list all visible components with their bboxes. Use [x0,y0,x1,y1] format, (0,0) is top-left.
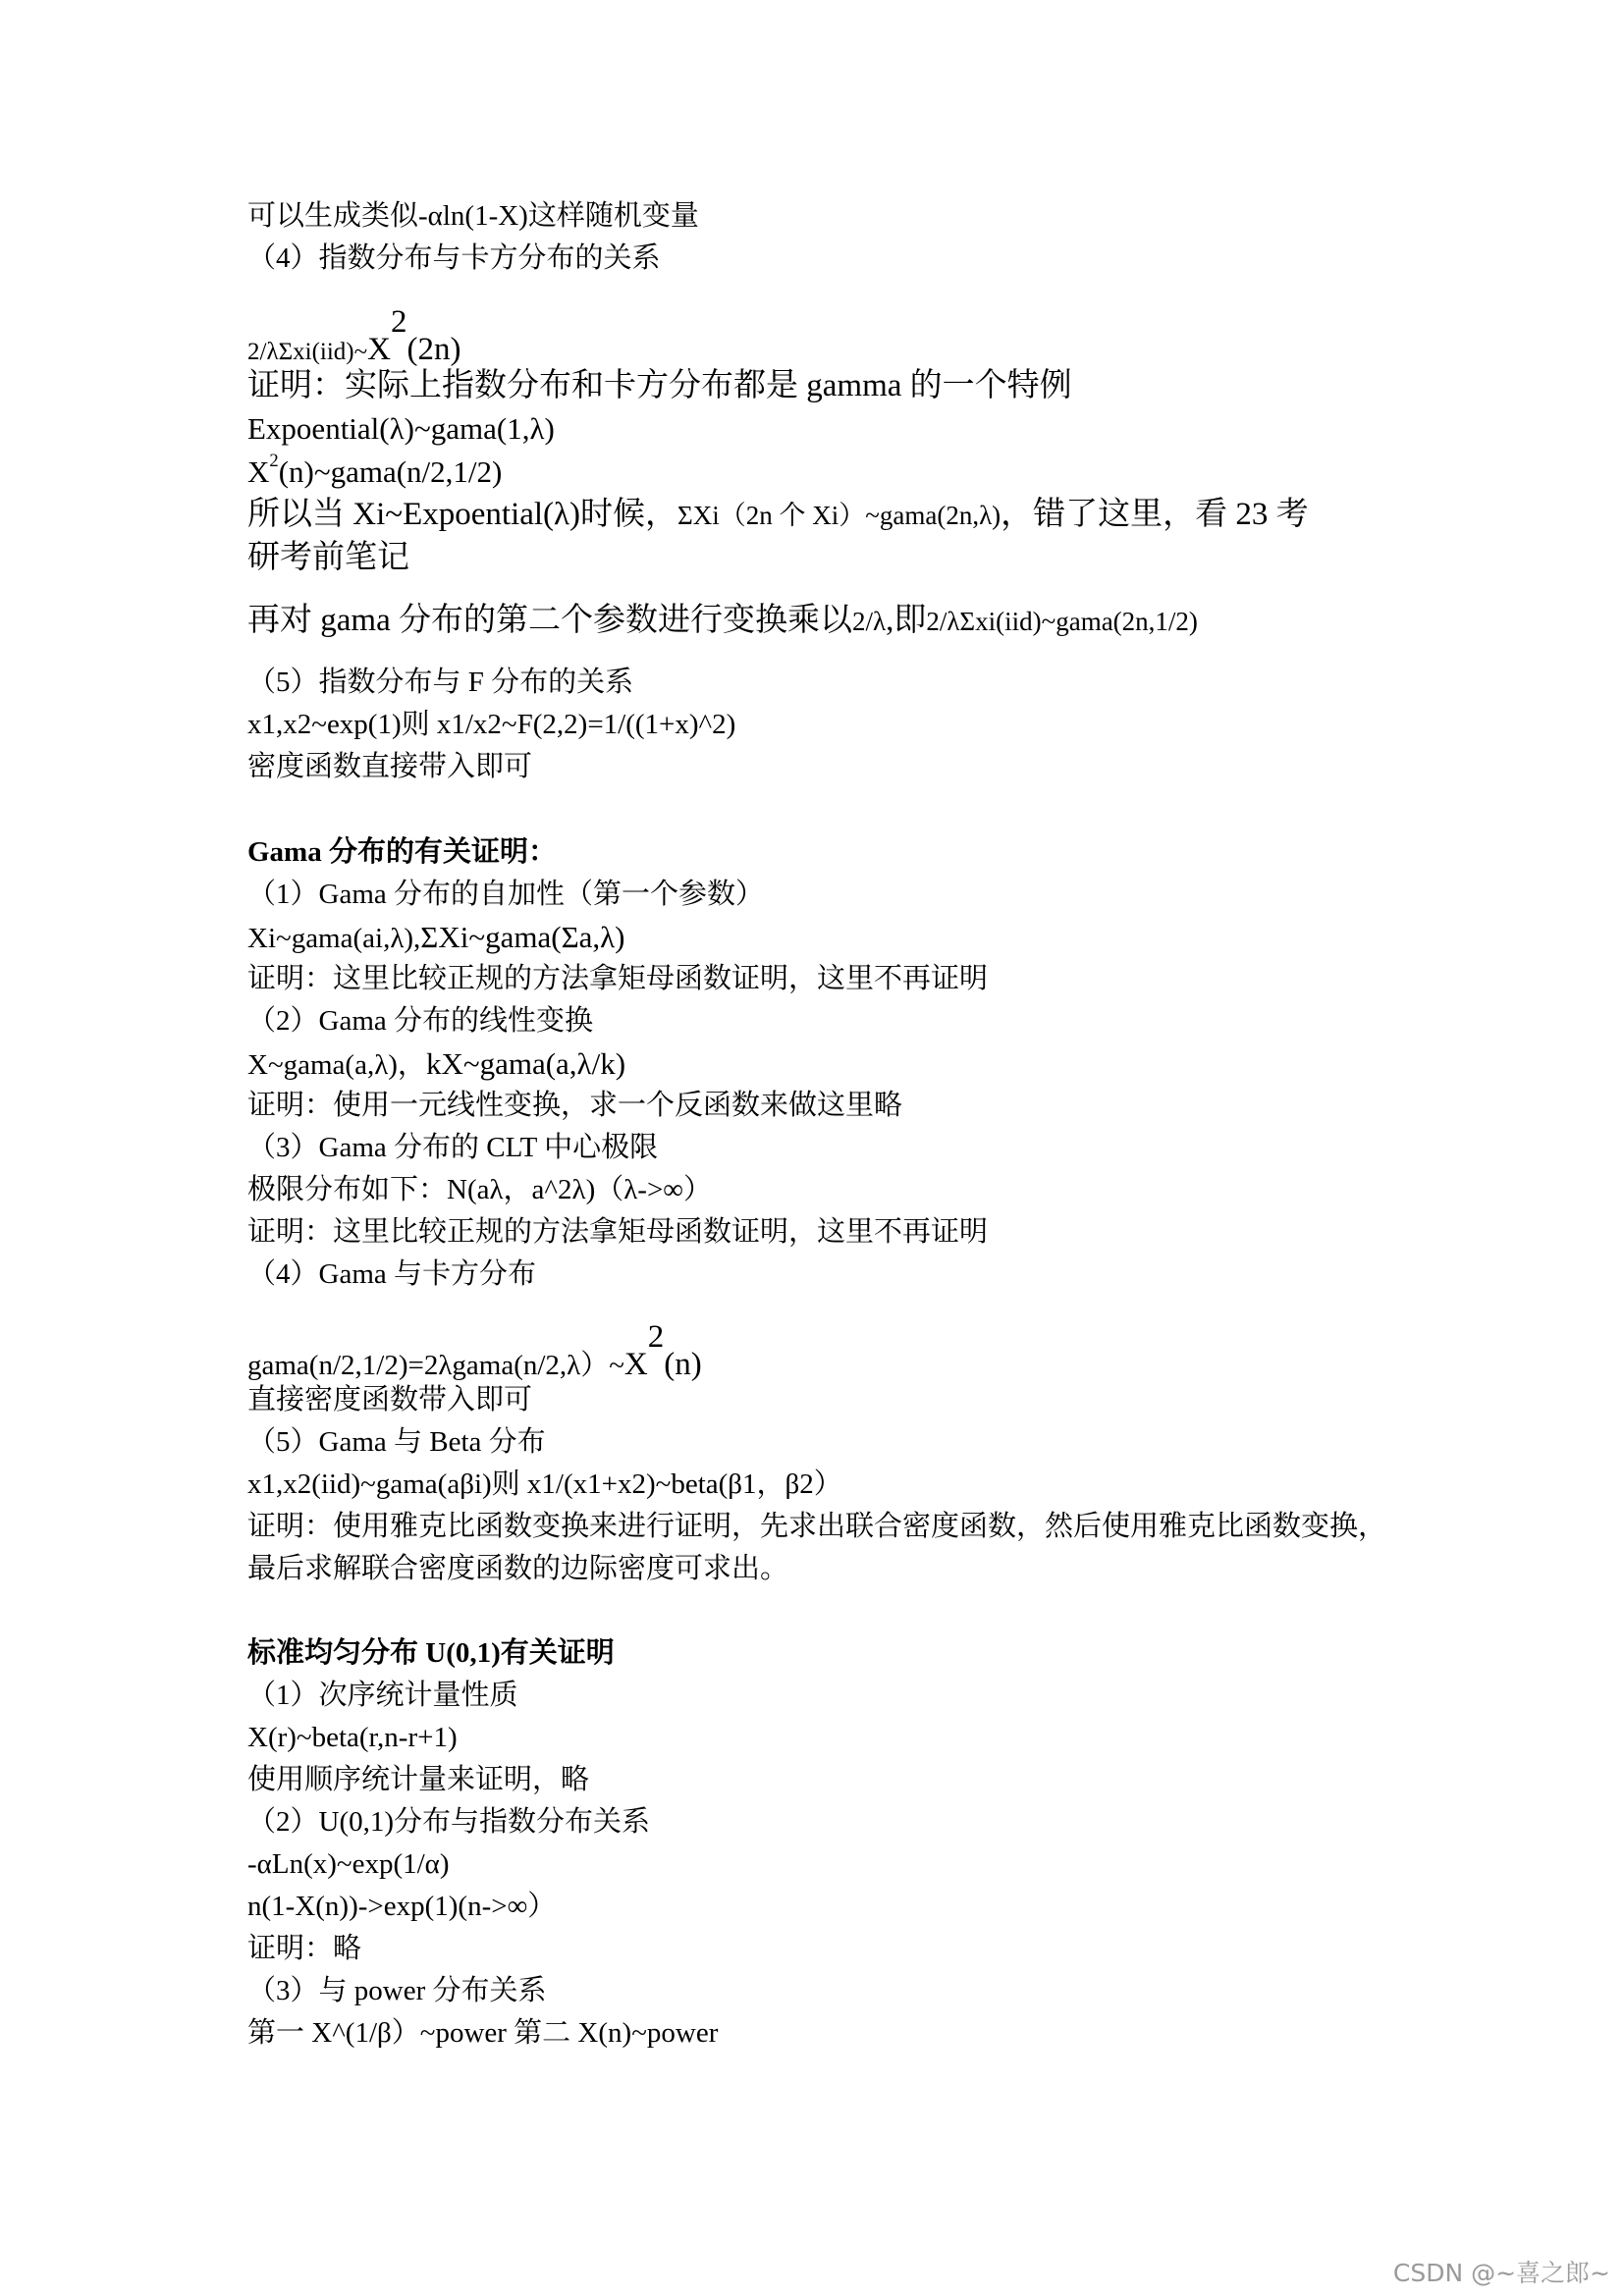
text-line: 所以当 Xi~Expoential(λ)时候，ΣXi（2n 个 Xi）~gama(2n,λ)，错了这里，看 23 考 [247,497,1309,532]
section-title-uniform: 标准均匀分布 U(0,1)有关证明 [247,1637,615,1669]
text-line: 再对 gama 分布的第二个参数进行变换乘以2/λ,即2/λΣxi(iid)~gama(2n,1/2) [247,603,1198,638]
text-line: 证明：使用雅克比函数变换来进行证明，先求出联合密度函数，然后使用雅克比函数变换， [247,1511,1387,1542]
subsection-heading: （4）Gama 与卡方分布 [247,1258,536,1290]
subsection-heading: （3）与 power 分布关系 [247,1975,547,2006]
formula-line: -αLn(x)~exp(1/α) [247,1848,450,1880]
text-line: 证明：略 [247,1933,362,1964]
subsection-heading: （2）U(0,1)分布与指数分布关系 [247,1806,651,1838]
formula-exp-chi2: $2/\lambda\Sigma xi(iid)\sim X^2(2n)$ [247,304,461,368]
section-heading-exp-f: （5）指数分布与 F 分布的关系 [247,667,634,698]
text-line: 直接密度函数带入即可 [247,1384,533,1415]
section-heading-exp-chi2: （4）指数分布与卡方分布的关系 [247,242,661,274]
text-line: 证明：实际上指数分布和卡方分布都是 gamma 的一个特例 [247,368,1072,403]
formula-line: x1,x2(iid)~gama(aβi)则 x1/(x1+x2)~beta(β1，β2） [247,1468,842,1500]
subsection-heading: （2）Gama 分布的线性变换 [247,1005,593,1037]
formula-line: n(1-X(n))->exp(1)(n->∞） [247,1891,557,1922]
text-line: 第一 X^(1/β）~power 第二 X(n)~power [247,2017,719,2049]
formula-gama-chi2: $gama(n/2,1/2)=2\lambda gama(n/2,\lambda)\sim X^2(n)$ [247,1319,702,1383]
formula-line: X(r)~beta(r,n-r+1) [247,1722,458,1753]
section-title-gama: Gama 分布的有关证明： [247,836,557,868]
subsection-heading: （5）Gama 与 Beta 分布 [247,1426,546,1458]
subsection-heading: （1）次序统计量性质 [247,1680,518,1711]
text-line: 研考前笔记 [247,540,409,575]
subsection-heading: （3）Gama 分布的 CLT 中心极限 [247,1132,659,1163]
text-line: 证明：这里比较正规的方法拿矩母函数证明，这里不再证明 [247,963,989,994]
text-line: 密度函数直接带入即可 [247,751,533,782]
formula-line: Expoential(λ)~gama(1,λ) [247,411,555,446]
formula-line: 极限分布如下：N(aλ，a^2λ)（λ->∞） [247,1174,712,1205]
csdn-watermark: CSDN @~喜之郎~ [1392,2259,1610,2287]
formula-line: x1,x2~exp(1)则 x1/x2~F(2,2)=1/((1+x)^2) [247,709,736,740]
text-line: 证明：使用一元线性变换，求一个反函数来做这里略 [247,1090,903,1121]
formula-line: Xi~gama(ai,λ),ΣXi~gama(Σa,λ) [247,920,625,954]
text-line: 证明：这里比较正规的方法拿矩母函数证明，这里不再证明 [247,1216,989,1248]
formula-line: X~gama(a,λ)，kX~gama(a,λ/k) [247,1046,626,1081]
text-line: 最后求解联合密度函数的边际密度可求出。 [247,1553,789,1584]
subsection-heading: （1）Gama 分布的自加性（第一个参数） [247,879,764,910]
formula-line: $X^2(n)\sim gama(n/2,1/2)$ [247,451,503,489]
text-line: 可以生成类似-αln(1-X)这样随机变量 [247,200,699,232]
text-line: 使用顺序统计量来证明，略 [247,1764,590,1795]
